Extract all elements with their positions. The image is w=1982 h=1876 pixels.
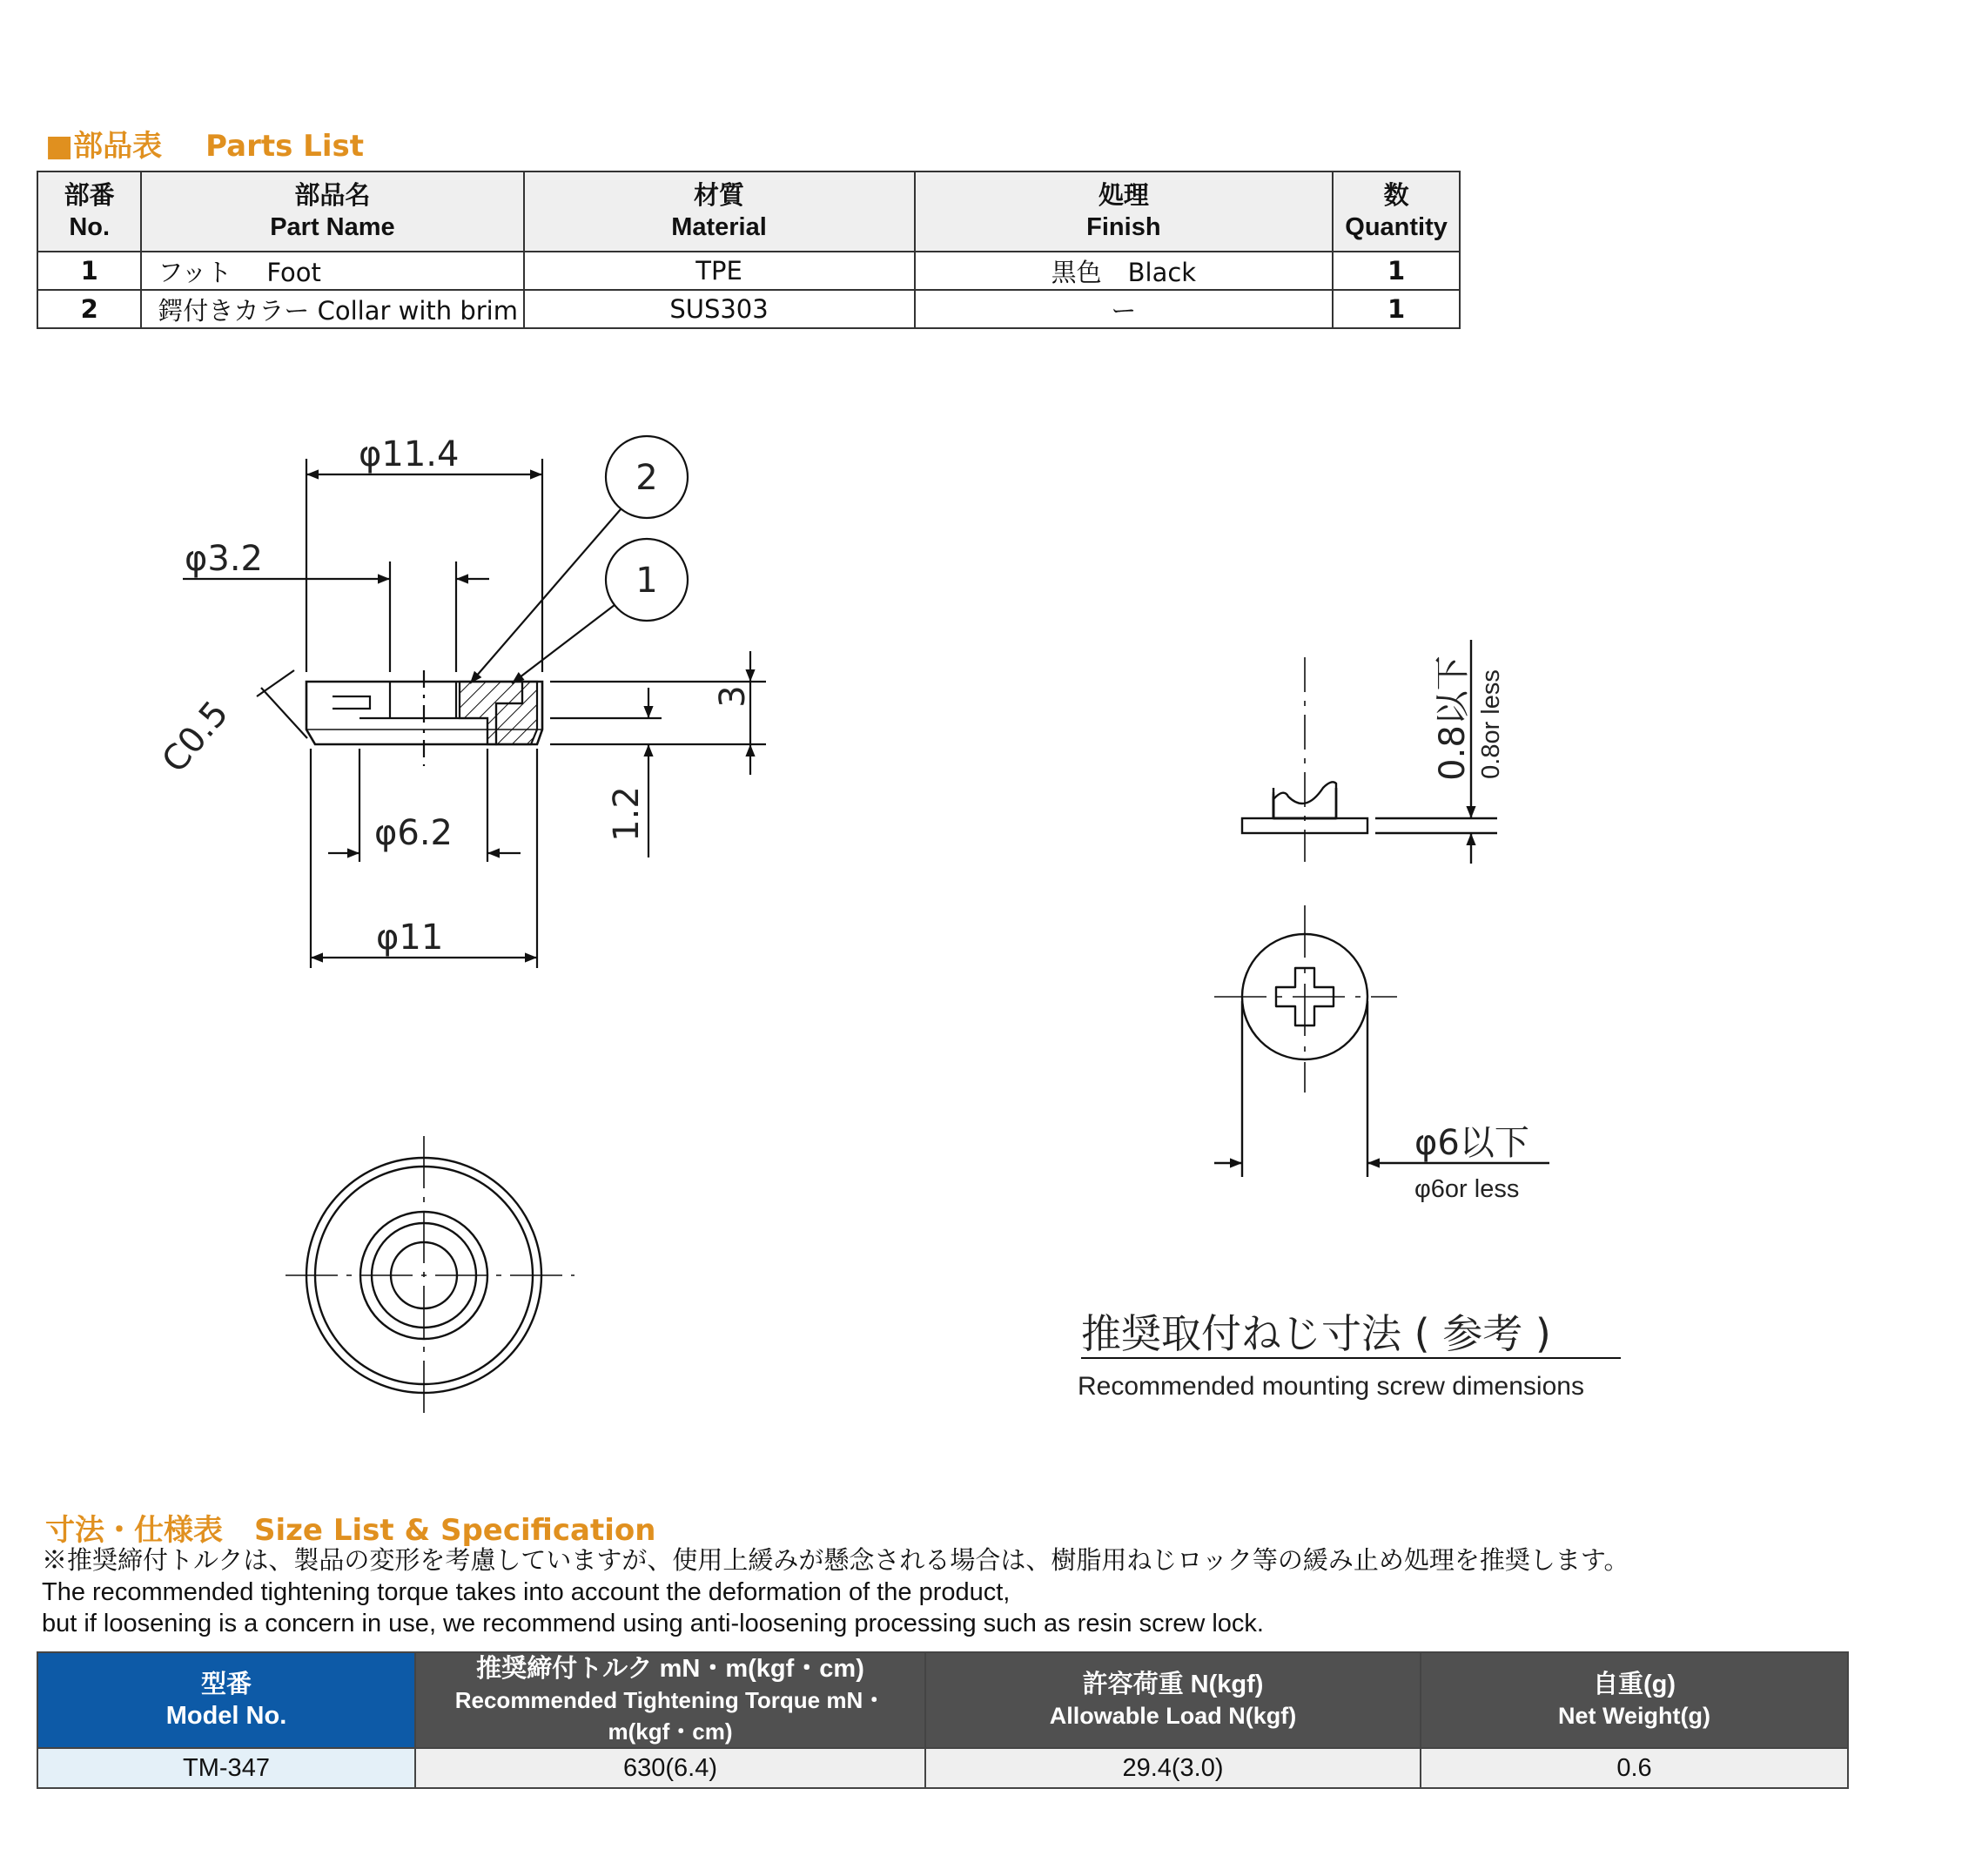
torque-value: 630(6.4) — [415, 1748, 925, 1788]
part-finish: ー — [915, 290, 1334, 328]
spec-table-header — [37, 1652, 1848, 1748]
spec-note-jp: ※推奨締付トルクは、製品の変形を考慮していますが、使用上緩みが懸念される場合は、樹脂用ねじロック等の緩み止め処理を推奨します。 — [42, 1547, 1629, 1575]
part-name: フット Foot — [141, 252, 523, 290]
part-qty: 1 — [1333, 252, 1460, 290]
part-material: TPE — [524, 252, 915, 290]
header-material: 材質 Material — [524, 171, 915, 252]
load-value: 29.4(3.0) — [925, 1748, 1421, 1788]
balloon-part-2: 2 — [635, 458, 658, 498]
dim-hole-diameter: φ3.2 — [185, 539, 263, 579]
header-load: 許容荷重 N(kgf) Allowable Load N(kgf) — [925, 1652, 1421, 1748]
header-model-no: 型番 Model No. — [37, 1652, 415, 1748]
part-material: SUS303 — [524, 290, 915, 328]
dim-height-total: 3 — [713, 685, 753, 708]
screw-caption-en: Recommended mounting screw dimensions — [1078, 1372, 1584, 1401]
weight-value: 0.6 — [1421, 1748, 1848, 1788]
side-view — [183, 436, 766, 968]
parts-heading-jp: ■部品表 — [45, 129, 163, 164]
header-weight: 自重(g) Net Weight(g) — [1421, 1652, 1848, 1748]
header-torque: 推奨締付トルク mN・m(kgf・cm) Recommended Tightening Torque mN・m(kgf・cm) — [415, 1652, 925, 1748]
part-no: 2 — [37, 290, 141, 328]
dim-outer-diameter: φ11 — [376, 918, 444, 958]
dim-chamfer: C0.5 — [154, 693, 237, 781]
spec-table — [37, 1651, 1849, 1789]
screw-diameter-jp: φ6以下 — [1414, 1123, 1529, 1163]
parts-heading-en: Parts List — [205, 129, 364, 164]
spec-notes — [42, 1545, 1629, 1639]
header-part-name: 部品名 Part Name — [141, 171, 523, 252]
header-finish: 処理 Finish — [915, 171, 1334, 252]
part-name: 鍔付きカラー Collar with brim — [141, 290, 523, 328]
part-qty: 1 — [1333, 290, 1460, 328]
spec-heading-en: Size List & Specification — [254, 1513, 656, 1548]
header-quantity: 数 Quantity — [1333, 171, 1460, 252]
part-no: 1 — [37, 252, 141, 290]
screw-head-thickness-en: 0.8or less — [1477, 669, 1505, 779]
table-row — [37, 1748, 1848, 1788]
spec-heading — [45, 1506, 655, 1549]
dim-collar-diameter: φ6.2 — [374, 813, 453, 853]
header-no: 部番 No. — [37, 171, 141, 252]
spec-note-en-2: but if loosening is a concern in use, we recommend using anti-loosening processing such as resin screw lock. — [42, 1610, 1264, 1637]
screw-diameter-en: φ6or less — [1414, 1175, 1520, 1203]
screw-head-thickness-jp: 0.8以下 — [1433, 656, 1473, 781]
dim-outer-diameter-brim: φ11.4 — [359, 434, 460, 474]
plan-view — [286, 1136, 574, 1415]
spec-note-en-1: The recommended tightening torque takes into account the deformation of the product, — [42, 1578, 1011, 1606]
part-finish: 黒色 Black — [915, 252, 1334, 290]
balloon-part-1: 1 — [635, 561, 658, 601]
model-no-value: TM-347 — [37, 1748, 415, 1788]
dim-height-collar: 1.2 — [607, 786, 647, 842]
screw-caption-jp: 推奨取付ねじ寸法 ( 参考 ) — [1081, 1310, 1551, 1357]
spec-heading-jp: 寸法・仕様表 — [45, 1513, 223, 1548]
